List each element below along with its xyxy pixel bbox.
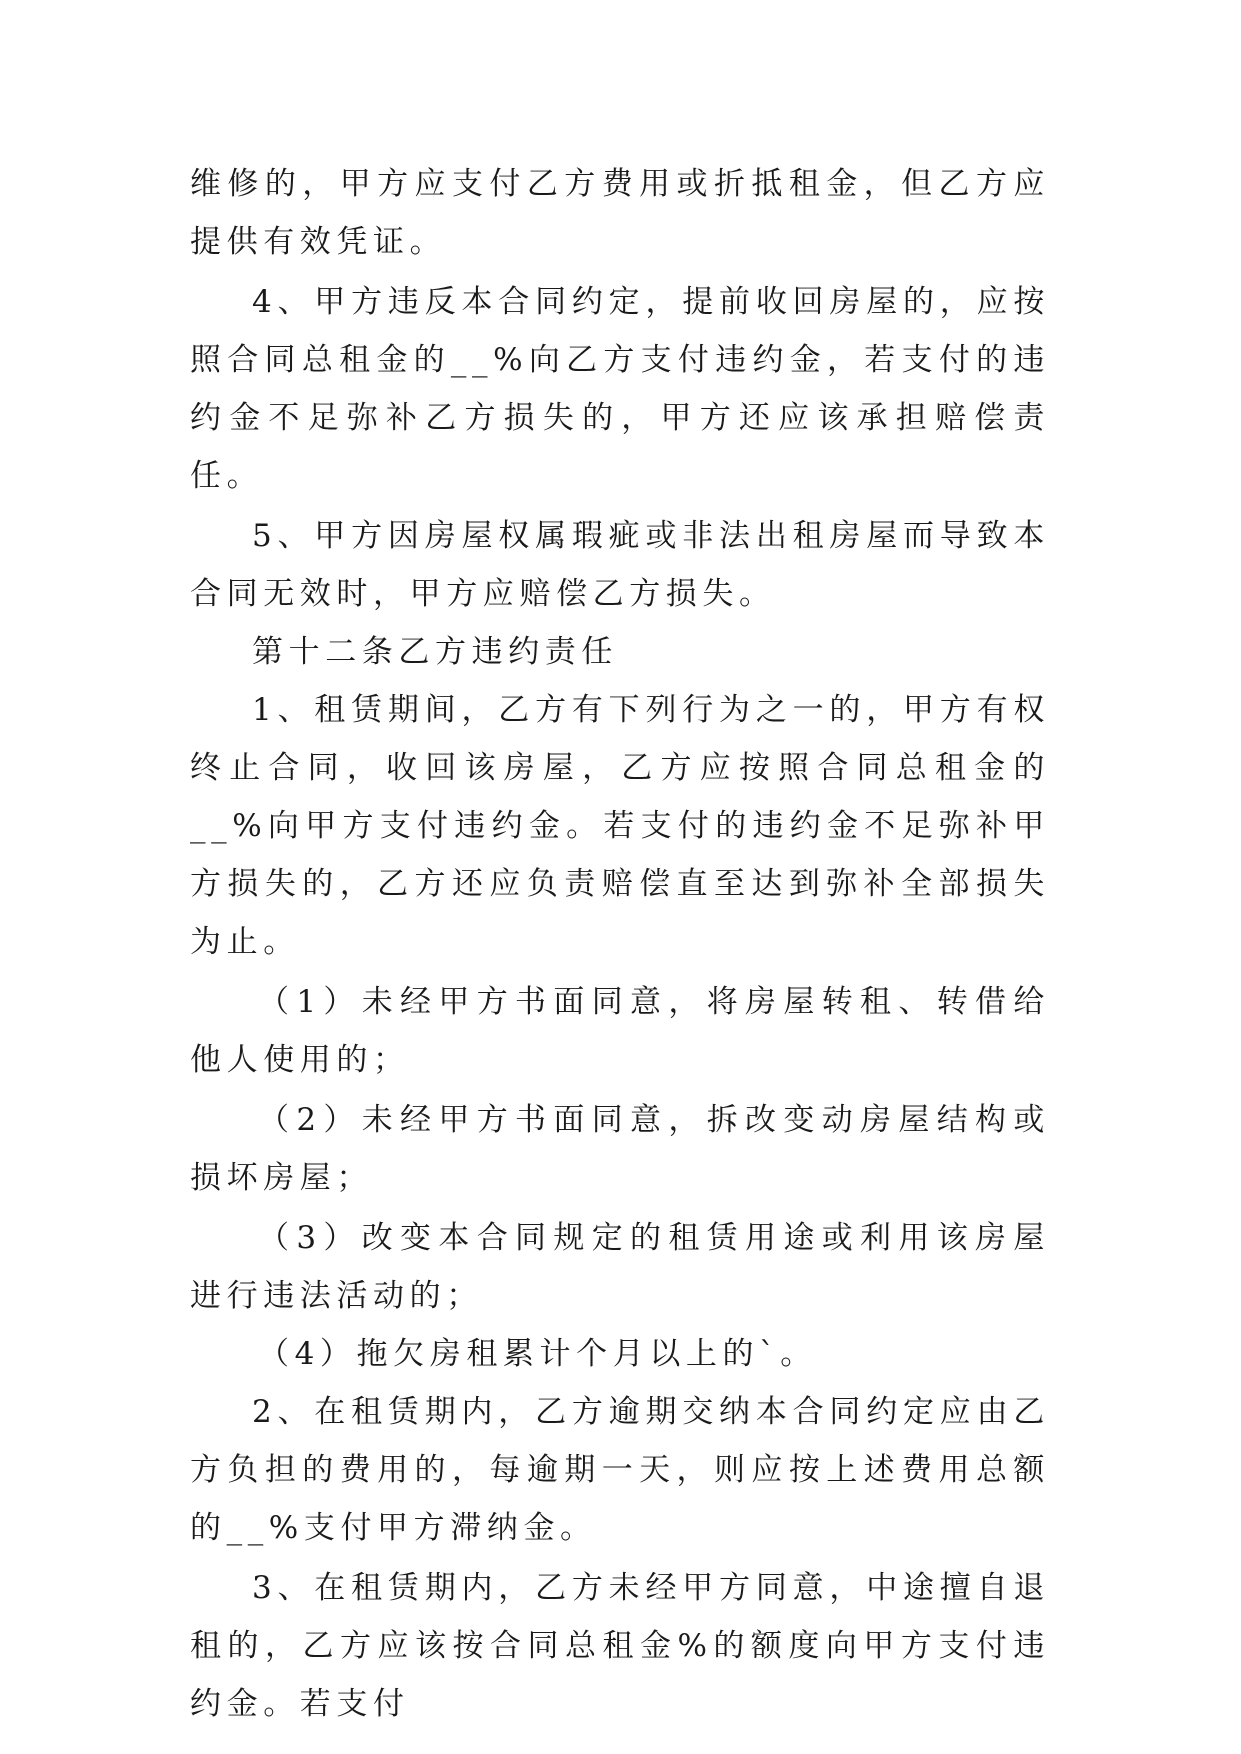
paragraph-clause-5-ownership-defect: 5、甲方因房屋权属瑕疵或非法出租房屋而导致本合同无效时，甲方应赔偿乙方损失。 — [190, 518, 1050, 612]
section-heading-article-12: 第十二条乙方违约责任 — [252, 634, 618, 670]
list-item-rent-arrears: （4）拖欠房租累计个月以上的`。 — [258, 1336, 817, 1372]
list-item-sublease: （1）未经甲方书面同意，将房屋转租、转借给他人使用的； — [190, 984, 1050, 1078]
document-page — [190, 155, 1050, 1733]
paragraph-clause-1-termination: 1、租赁期间，乙方有下列行为之一的，甲方有权终止合同，收回该房屋，乙方应按照合同总租金的__%向甲方支付违约金。若支付的违约金不足弥补甲方损失的，乙方还应负责赔偿直至达到弥补全部损失为止。 — [190, 692, 1050, 960]
paragraph-clause-4-early-recovery: 4、甲方违反本合同约定，提前收回房屋的，应按照合同总租金的__%向乙方支付违约金，若支付的违约金不足弥补乙方损失的，甲方还应该承担赔偿责任。 — [190, 284, 1050, 494]
list-item-structural-change: （2）未经甲方书面同意，拆改变动房屋结构或损坏房屋； — [190, 1102, 1050, 1196]
list-item-illegal-use: （3）改变本合同规定的租赁用途或利用该房屋进行违法活动的； — [190, 1220, 1050, 1314]
paragraph-repair-reimbursement: 维修的，甲方应支付乙方费用或折抵租金，但乙方应提供有效凭证。 — [190, 166, 1050, 260]
paragraph-clause-3-early-exit: 3、在租赁期内，乙方未经甲方同意，中途擅自退租的，乙方应该按合同总租金%的额度向甲方支付违约金。若支付 — [190, 1570, 1050, 1722]
paragraph-clause-2-late-fee: 2、在租赁期内，乙方逾期交纳本合同约定应由乙方负担的费用的，每逾期一天，则应按上述费用总额的__%支付甲方滞纳金。 — [190, 1394, 1050, 1546]
